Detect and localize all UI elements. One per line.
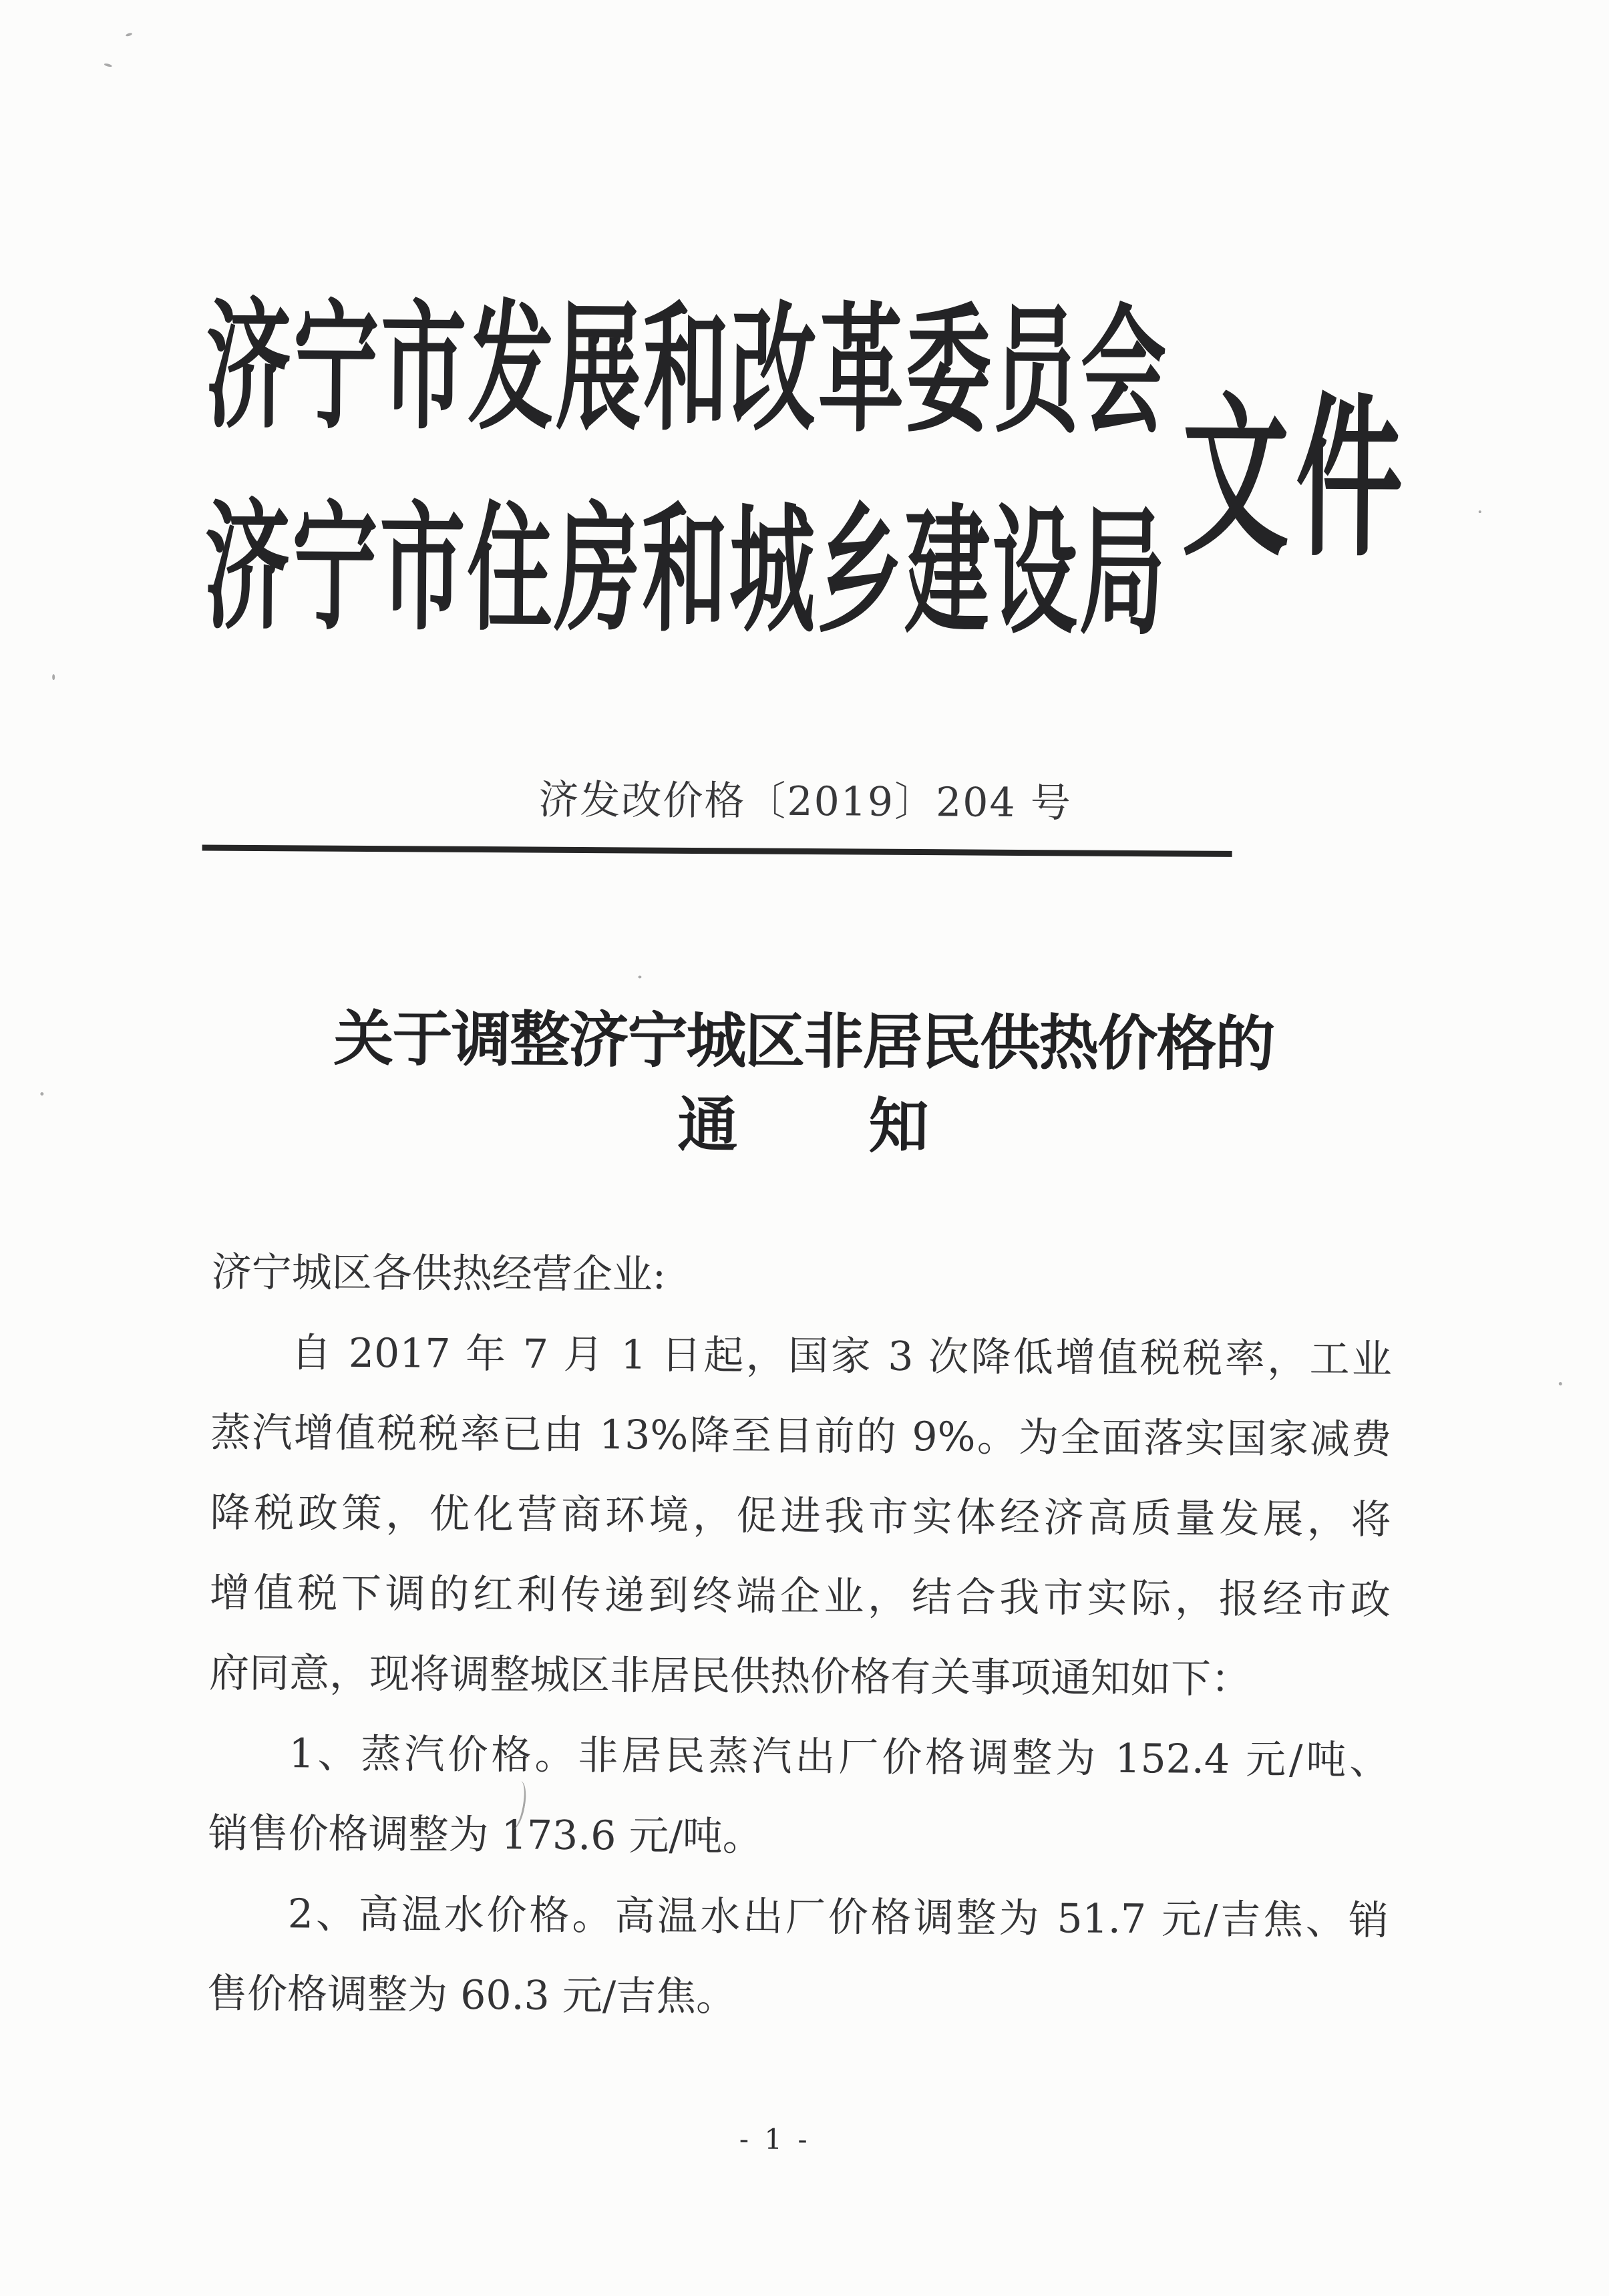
scan-speck xyxy=(104,63,112,67)
scan-speck xyxy=(638,975,641,978)
header-divider-line xyxy=(202,844,1232,856)
document-reference-number: 济发改价格〔2019〕204 号 xyxy=(538,776,1072,827)
page-number: - 1 - xyxy=(739,2122,811,2156)
scan-speck xyxy=(52,674,55,680)
salutation-line: 济宁城区各供热经营企业: xyxy=(211,1249,667,1299)
body-line: 销售价格调整为 173.6 元/吨。 xyxy=(208,1810,763,1860)
body-line: 售价格调整为 60.3 元/吉焦。 xyxy=(206,1970,737,2021)
body-line: 蒸汽增值税税率已由 13%降至目前的 9%。为全面落实国家减费 xyxy=(210,1409,1392,1464)
scan-speck xyxy=(1479,510,1481,513)
body-line: 增值税下调的红利传递到终端企业，结合我市实际，报经市政 xyxy=(209,1569,1391,1624)
scan-speck xyxy=(1559,1382,1562,1385)
scan-speck xyxy=(126,32,133,37)
title-char-right: 知 xyxy=(868,1093,929,1161)
scan-noise xyxy=(5,0,1609,5)
document-label: 文件 xyxy=(1182,380,1410,577)
document-body xyxy=(207,1233,1393,2041)
scan-speck xyxy=(40,1092,43,1096)
notice-title-line2 xyxy=(0,1072,1608,1169)
body-line: 1、蒸汽价格。非居民蒸汽出厂价格调整为 152.4 元/吨、 xyxy=(289,1730,1390,1784)
body-line: 2、高温水价格。高温水出厂价格调整为 51.7 元/吉焦、销 xyxy=(287,1891,1389,1945)
issuing-agency-line1: 济宁市发展和改革委员会 xyxy=(205,289,1169,451)
notice-title-line1: 关于调整济宁城区非居民供热价格的 xyxy=(333,1005,1274,1079)
body-line: 降税政策，优化营商环境，促进我市实体经济高质量发展，将 xyxy=(210,1489,1391,1544)
issuing-agency-line2: 济宁市住房和城乡建设局 xyxy=(204,490,1168,652)
title-char-left: 通 xyxy=(677,1092,738,1160)
body-line: 府同意，现将调整城区非居民供热价格有关事项通知如下： xyxy=(208,1649,1252,1703)
body-line: 自 2017 年 7 月 1 日起，国家 3 次降低增值税税率，工业 xyxy=(291,1329,1393,1383)
